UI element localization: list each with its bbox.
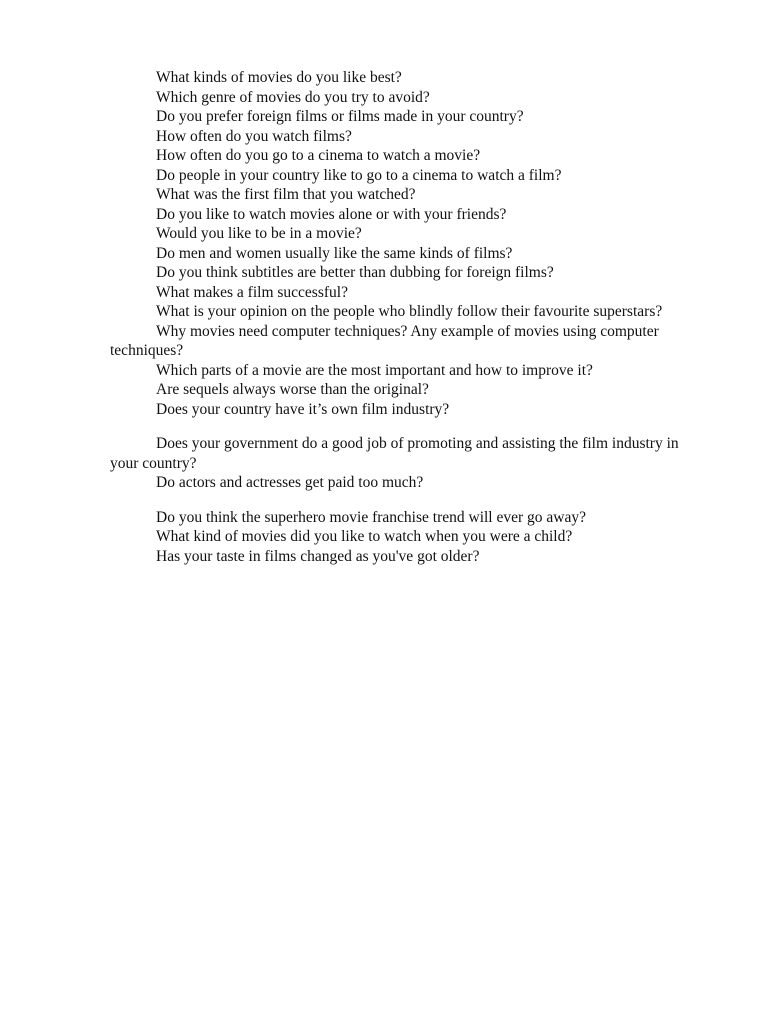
question-item: Which genre of movies do you try to avoid? (156, 88, 430, 106)
question-item: Do you think the superhero movie franchise trend will ever go away? (156, 508, 586, 526)
question-item: Does your government do a good job of promoting and assisting the film industry in your country? (110, 435, 679, 472)
question-list (110, 68, 680, 566)
question-item: How often do you watch films? (156, 127, 352, 145)
question-item: Why movies need computer techniques? Any example of movies using computer techniques? (110, 322, 659, 359)
question-item: Do you prefer foreign films or films made in your country? (156, 108, 524, 125)
question-item: Does your country have it’s own film industry? (156, 400, 450, 418)
question-item: What was the first film that you watched? (156, 186, 416, 203)
question-item: What is your opinion on the people who blindly follow their favourite superstars? (156, 303, 663, 320)
question-item: Do you like to watch movies alone or with your friends? (156, 205, 507, 223)
question-item: Do men and women usually like the same kinds of films? (156, 244, 513, 262)
question-item: How often do you go to a cinema to watch a movie? (156, 147, 481, 164)
question-item: What kinds of movies do you like best? (156, 69, 402, 86)
question-item: Has your taste in films changed as you've got older? (156, 547, 480, 565)
question-item: Do people in your country like to go to a cinema to watch a film? (156, 166, 562, 184)
question-item: Do actors and actresses get paid too much? (156, 474, 424, 491)
question-item: What kind of movies did you like to watch when you were a child? (156, 528, 573, 545)
question-item: Which parts of a movie are the most important and how to improve it? (156, 361, 593, 379)
question-item: What makes a film successful? (156, 283, 348, 301)
question-item: Do you think subtitles are better than dubbing for foreign films? (156, 264, 554, 281)
question-item: Are sequels always worse than the original? (156, 381, 429, 398)
question-item: Would you like to be in a movie? (156, 225, 362, 242)
